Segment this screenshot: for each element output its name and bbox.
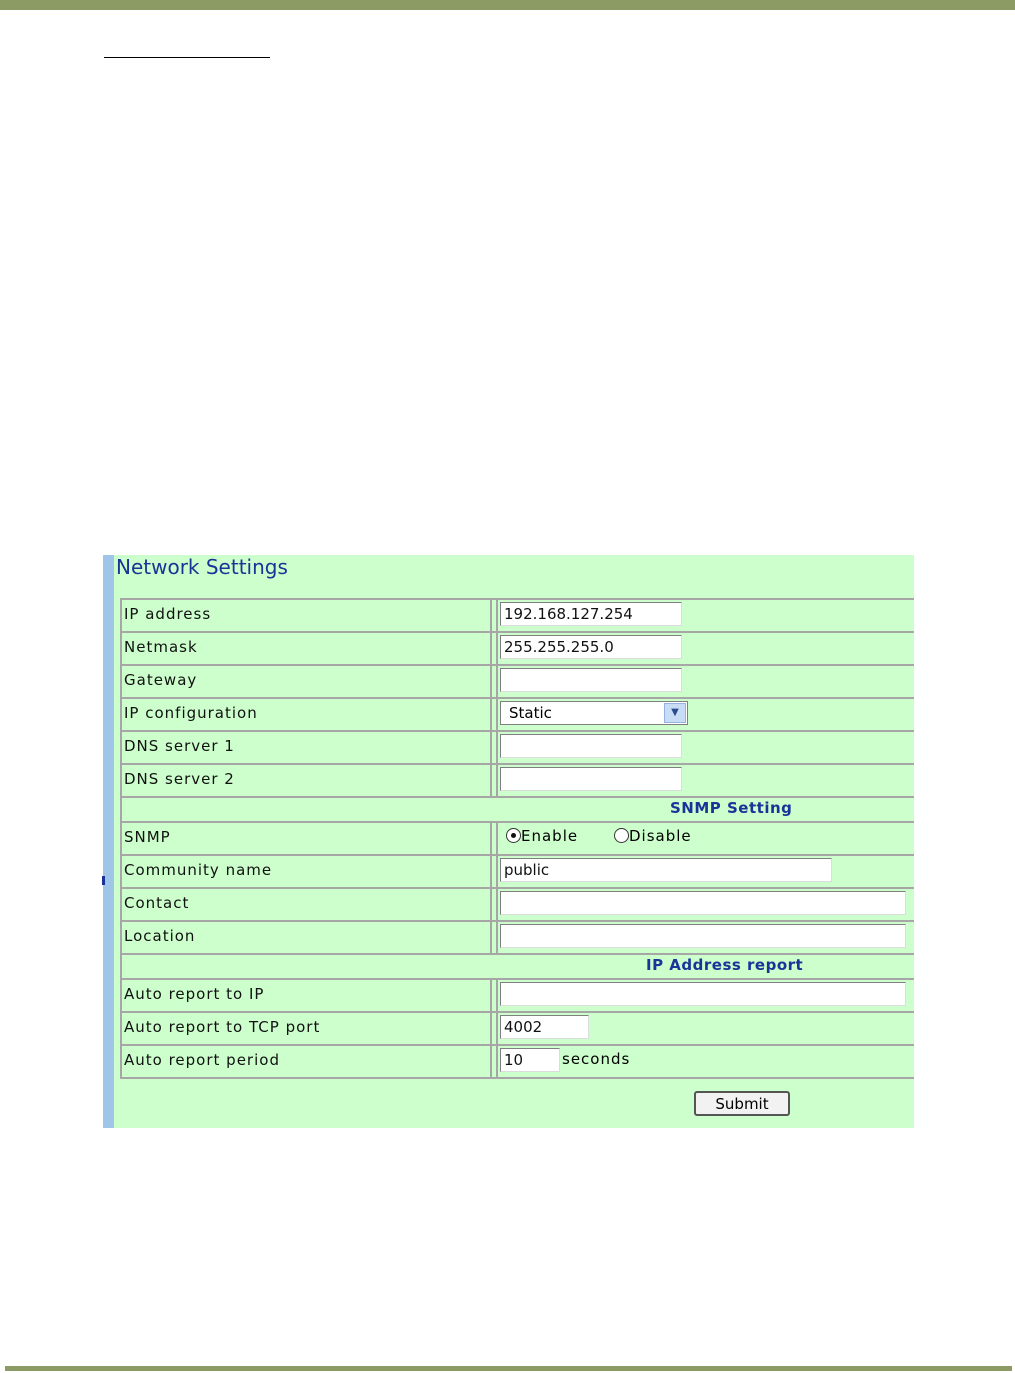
heading-underline bbox=[104, 57, 270, 58]
gateway-label: Gateway bbox=[120, 666, 492, 697]
row-auto-report-port bbox=[120, 1011, 914, 1044]
location-cell bbox=[496, 922, 914, 953]
snmp-disable-radio[interactable] bbox=[614, 828, 629, 843]
row-contact bbox=[120, 887, 914, 920]
snmp-disable-label: Disable bbox=[629, 827, 692, 845]
table-bottom-border bbox=[120, 1077, 914, 1079]
panel-title: Network Settings bbox=[116, 555, 288, 579]
report-section-title: IP Address report bbox=[646, 956, 804, 974]
netmask-label: Netmask bbox=[120, 633, 492, 664]
ip-configuration-cell bbox=[496, 699, 914, 730]
snmp-enable-radio[interactable] bbox=[506, 828, 521, 843]
netmask-input[interactable]: 255.255.255.0 bbox=[500, 635, 682, 659]
location-label: Location bbox=[120, 922, 492, 953]
row-ip-configuration bbox=[120, 697, 914, 730]
community-name-input[interactable]: public bbox=[500, 858, 832, 882]
ip-address-input[interactable]: 192.168.127.254 bbox=[500, 602, 682, 626]
contact-cell bbox=[496, 889, 914, 920]
dns-server-2-cell bbox=[496, 765, 914, 796]
dns-server-1-label: DNS server 1 bbox=[120, 732, 492, 763]
top-decor-bar bbox=[0, 0, 1015, 10]
network-settings-panel bbox=[103, 555, 914, 1128]
row-dns-server-2 bbox=[120, 763, 914, 796]
submit-button[interactable]: Submit bbox=[694, 1091, 790, 1116]
dns-server-1-input[interactable] bbox=[500, 734, 682, 758]
row-dns-server-1 bbox=[120, 730, 914, 763]
row-ip-address bbox=[120, 598, 914, 631]
ip-address-cell bbox=[496, 600, 914, 631]
auto-report-period-input[interactable]: 10 bbox=[500, 1048, 560, 1072]
location-input[interactable] bbox=[500, 924, 906, 948]
auto-report-period-cell bbox=[496, 1046, 914, 1077]
gateway-cell bbox=[496, 666, 914, 697]
report-section-header bbox=[120, 953, 914, 978]
row-auto-report-ip bbox=[120, 978, 914, 1011]
dns-server-2-label: DNS server 2 bbox=[120, 765, 492, 796]
snmp-section-title: SNMP Setting bbox=[670, 799, 793, 817]
panel-edge-mark bbox=[102, 876, 105, 885]
snmp-enable-label: Enable bbox=[521, 827, 579, 845]
gateway-input[interactable] bbox=[500, 668, 682, 692]
auto-report-period-label: Auto report period bbox=[120, 1046, 492, 1077]
auto-report-period-unit: seconds bbox=[562, 1050, 631, 1068]
auto-report-port-label: Auto report to TCP port bbox=[120, 1013, 492, 1044]
auto-report-ip-label: Auto report to IP bbox=[120, 980, 492, 1011]
auto-report-ip-cell bbox=[496, 980, 914, 1011]
ip-configuration-select[interactable] bbox=[500, 701, 688, 725]
row-community-name bbox=[120, 854, 914, 887]
snmp-disable-option[interactable] bbox=[614, 827, 692, 845]
ip-address-label: IP address bbox=[120, 600, 492, 631]
community-name-label: Community name bbox=[120, 856, 492, 887]
ip-configuration-label: IP configuration bbox=[120, 699, 492, 730]
row-netmask bbox=[120, 631, 914, 664]
row-auto-report-period bbox=[120, 1044, 914, 1077]
dns-server-2-input[interactable] bbox=[500, 767, 682, 791]
netmask-cell bbox=[496, 633, 914, 664]
row-gateway bbox=[120, 664, 914, 697]
auto-report-port-input[interactable]: 4002 bbox=[500, 1015, 589, 1039]
snmp-cell bbox=[496, 823, 914, 854]
ip-configuration-selected: Static bbox=[509, 704, 552, 722]
chevron-down-icon[interactable]: ▼ bbox=[664, 703, 686, 723]
contact-label: Contact bbox=[120, 889, 492, 920]
bottom-decor-bar bbox=[5, 1366, 1012, 1371]
row-snmp bbox=[120, 821, 914, 854]
dns-server-1-cell bbox=[496, 732, 914, 763]
contact-input[interactable] bbox=[500, 891, 906, 915]
community-name-cell bbox=[496, 856, 914, 887]
auto-report-ip-input[interactable] bbox=[500, 982, 906, 1006]
row-location bbox=[120, 920, 914, 953]
snmp-enable-option[interactable] bbox=[506, 827, 578, 845]
snmp-section-header bbox=[120, 796, 914, 821]
snmp-label: SNMP bbox=[120, 823, 492, 854]
auto-report-port-cell bbox=[496, 1013, 914, 1044]
